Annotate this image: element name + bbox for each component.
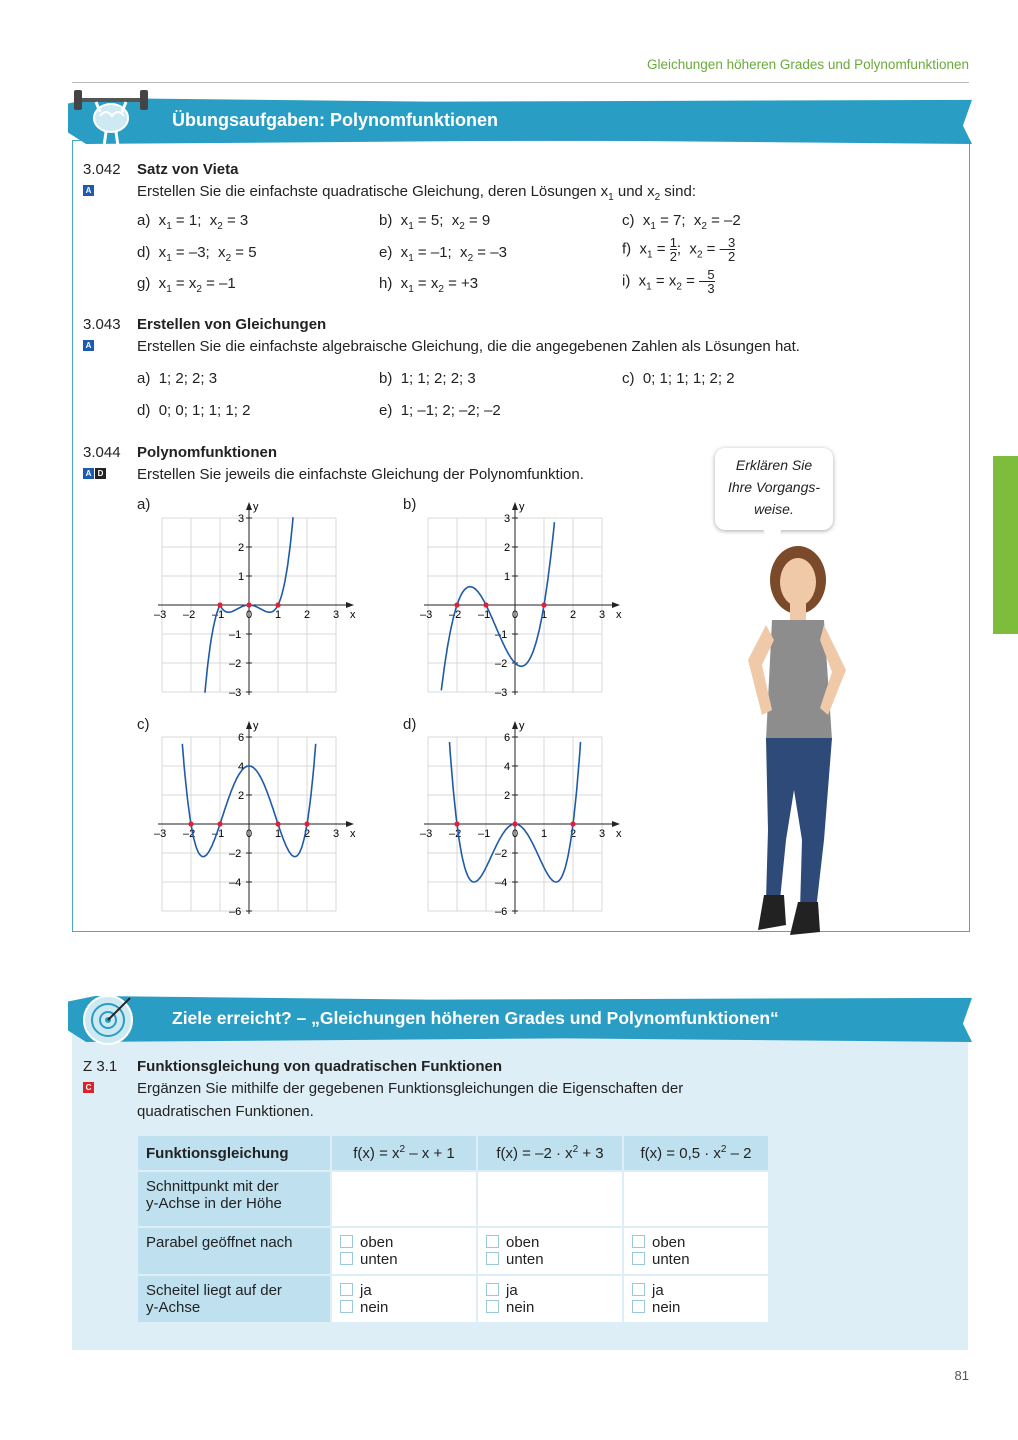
y-axis-label: y (519, 720, 525, 732)
table-header-row (138, 1136, 768, 1170)
root-point (454, 602, 459, 607)
exercise-number: 3.044 (83, 444, 121, 461)
y-tick-label: –2 (229, 848, 242, 860)
subtask-d: d) $x_1 = -3$; $x_2 = 5$ (137, 244, 257, 264)
answer-cell: oben unten (478, 1228, 622, 1274)
checkbox[interactable] (632, 1235, 645, 1248)
checkbox[interactable] (340, 1300, 353, 1313)
x-tick-label: –2 (449, 609, 462, 621)
checkbox[interactable] (340, 1252, 353, 1265)
badge-a: A (83, 185, 94, 196)
running-header: Gleichungen höheren Grades und Polynomfunktionen (647, 57, 969, 72)
y-axis-arrow (512, 721, 518, 729)
x-axis-arrow (346, 821, 354, 827)
x-tick-label: 3 (599, 609, 606, 621)
subtask-d: d) 0; 0; 1; 1; 1; 2 (137, 402, 251, 419)
y-tick-label: 6 (238, 732, 245, 744)
x-tick-label: 2 (570, 609, 577, 621)
subtask-f: f) $x_1$ = $\frac{1}{2}$ ; $x_2$ = – $\frac{3}{2}$ (622, 235, 736, 264)
graph-label-a: a) (137, 496, 151, 513)
badge-a: A (83, 468, 94, 479)
root-point (304, 821, 309, 826)
answer-cell[interactable] (478, 1172, 622, 1226)
y-tick-label: 4 (238, 761, 245, 773)
x-axis-arrow (346, 602, 354, 608)
x-tick-label: –3 (154, 609, 167, 621)
answer-cell: ja nein (478, 1276, 622, 1322)
checkbox[interactable] (486, 1300, 499, 1313)
speech-bubble: Erklären Sie Ihre Vorgangs- weise. (715, 448, 833, 530)
x-axis-label: x (350, 609, 356, 621)
y-tick-label: –3 (495, 687, 508, 699)
subtask-e: e) 1; –1; 2; –2; –2 (379, 402, 501, 419)
y-tick-label: –1 (229, 629, 242, 641)
column-header: $f(x) = -2 \cdot x^2 + 3$ (478, 1136, 622, 1170)
x-tick-label: –1 (212, 828, 225, 840)
polynomial-graph-b (420, 495, 631, 699)
x-tick-label: 3 (333, 828, 340, 840)
x-tick-label: –2 (183, 828, 196, 840)
y-axis-label: y (519, 501, 525, 513)
y-axis-label: y (253, 501, 259, 513)
exercise-number: 3.043 (83, 316, 121, 333)
answer-cell: ja nein (332, 1276, 476, 1322)
x-axis-arrow (612, 602, 620, 608)
checkbox[interactable] (486, 1283, 499, 1296)
y-axis-arrow (512, 502, 518, 510)
x-tick-label: –1 (478, 609, 491, 621)
exercise-title: Satz von Vieta (137, 161, 239, 178)
y-axis-arrow (246, 721, 252, 729)
checkbox[interactable] (632, 1252, 645, 1265)
y-tick-label: 1 (504, 571, 511, 583)
y-tick-label: 1 (238, 571, 245, 583)
subtask-g: g) $x_1 = x_2 = -1$ (137, 275, 236, 295)
x-tick-label: 1 (541, 609, 548, 621)
y-tick-label: –6 (229, 906, 242, 918)
x-tick-label: –1 (478, 828, 491, 840)
exercise-text: Erstellen Sie jeweils die einfachste Gleichung der Polynomfunktion. (137, 466, 584, 483)
subtask-b: b) $x_1 = 5$; $x_2 = 9$ (379, 212, 491, 232)
y-tick-label: 2 (238, 790, 245, 802)
subtask-a: a) 1; 2; 2; 3 (137, 370, 218, 387)
y-tick-label: 2 (504, 542, 511, 554)
polynomial-graph-c (154, 714, 365, 918)
exercise-title: Funktionsgleichung von quadratischen Funktionen (137, 1058, 503, 1075)
checkbox[interactable] (632, 1283, 645, 1296)
exercise-number: 3.042 (83, 161, 121, 178)
x-axis-label: x (616, 609, 622, 621)
target-icon (80, 992, 136, 1048)
x-tick-label: 3 (333, 609, 340, 621)
x-tick-label: –2 (183, 609, 196, 621)
subtask-h: h) $x_1 = x_2 = +3$ (379, 275, 479, 295)
checkbox[interactable] (486, 1252, 499, 1265)
root-point (188, 821, 193, 826)
difficulty-badges (83, 180, 95, 198)
checkbox[interactable] (632, 1300, 645, 1313)
column-header: $f(x) = x^2 - x + 1$ (332, 1136, 476, 1170)
graph-label-c: c) (137, 716, 150, 733)
y-tick-label: 3 (238, 513, 245, 525)
column-header: $f(x) = 0,5 \cdot x^2 - 2$ (624, 1136, 768, 1170)
table-row (138, 1228, 768, 1274)
chapter-tab (993, 456, 1018, 634)
y-tick-label: –6 (495, 906, 508, 918)
graph-label-d: d) (403, 716, 417, 733)
y-tick-label: –2 (229, 658, 242, 670)
x-tick-label: 1 (541, 828, 548, 840)
y-axis-arrow (246, 502, 252, 510)
exercise-text-line1: Ergänzen Sie mithilfe der gegebenen Funktionsgleichungen die Eigenschaften der (137, 1080, 684, 1097)
exercise-text-line2: quadratischen Funktionen. (137, 1103, 314, 1120)
subtask-i: i) $x_1 = x_2$ = – $\frac{5}{3}$ (622, 267, 715, 296)
section-title: Übungsaufgaben: Polynomfunktionen (172, 110, 498, 130)
root-point (512, 821, 517, 826)
root-point (454, 821, 459, 826)
answer-cell: ja nein (624, 1276, 768, 1322)
subtask-e: e) $x_1 = -1$; $x_2 = -3$ (379, 244, 507, 264)
x-axis-label: x (616, 828, 622, 840)
x-tick-label: 0 (246, 609, 253, 621)
answer-cell[interactable] (332, 1172, 476, 1226)
difficulty-badges (83, 463, 107, 481)
y-tick-label: 6 (504, 732, 511, 744)
subtask-c: c) $x_1 = 7$; $x_2 = -2$ (622, 212, 741, 232)
root-point (217, 821, 222, 826)
row-header: Schnittpunkt mit der y-Achse in der Höhe (138, 1172, 330, 1226)
table-row (138, 1276, 768, 1322)
subtask-b: b) 1; 1; 2; 2; 3 (379, 370, 476, 387)
y-tick-label: –2 (495, 658, 508, 670)
exercise-number: Z 3.1 (83, 1058, 118, 1075)
root-point (275, 602, 280, 607)
x-tick-label: 1 (275, 609, 282, 621)
y-tick-label: –4 (229, 877, 242, 889)
x-tick-label: 2 (304, 828, 311, 840)
x-tick-label: 3 (599, 828, 606, 840)
x-tick-label: –3 (420, 609, 433, 621)
row-header: Scheitel liegt auf der y-Achse (138, 1276, 330, 1322)
x-tick-label: 0 (512, 609, 519, 621)
student-illustration (728, 540, 868, 940)
y-tick-label: 3 (504, 513, 511, 525)
y-tick-label: 2 (504, 790, 511, 802)
difficulty-badges (83, 335, 95, 353)
column-header: Funktionsgleichung (138, 1136, 330, 1170)
y-tick-label: –4 (495, 877, 508, 889)
root-point (275, 821, 280, 826)
x-tick-label: 0 (512, 828, 519, 840)
section-title: Ziele erreicht? – „Gleichungen höheren Grades und Polynomfunktionen“ (172, 1008, 779, 1028)
x-tick-label: –3 (154, 828, 167, 840)
root-point (483, 602, 488, 607)
exercise-title: Polynomfunktionen (137, 444, 277, 461)
exercise-text: Erstellen Sie die einfachste algebraische Gleichung, die die angegebenen Zahlen als Lösungen hat. (137, 338, 800, 355)
subtask-c: c) 0; 1; 1; 1; 2; 2 (622, 370, 735, 387)
y-tick-label: –1 (495, 629, 508, 641)
checkbox[interactable] (486, 1235, 499, 1248)
y-tick-label: 2 (238, 542, 245, 554)
badge-c: C (83, 1082, 94, 1093)
root-point (246, 602, 251, 607)
checkbox[interactable] (340, 1235, 353, 1248)
polynomial-graph-d (420, 714, 631, 918)
x-tick-label: –1 (212, 609, 225, 621)
badge-d: D (95, 468, 106, 479)
x-tick-label: 2 (304, 609, 311, 621)
root-point (570, 821, 575, 826)
checkbox[interactable] (340, 1283, 353, 1296)
header-rule (72, 82, 969, 83)
answer-cell[interactable] (624, 1172, 768, 1226)
brain-weightlifter-icon (74, 88, 148, 152)
y-tick-label: –2 (495, 848, 508, 860)
x-axis-label: x (350, 828, 356, 840)
x-axis-arrow (612, 821, 620, 827)
x-tick-label: 1 (275, 828, 282, 840)
y-axis-label: y (253, 720, 259, 732)
answer-cell: oben unten (332, 1228, 476, 1274)
difficulty-badges (83, 1077, 95, 1095)
row-header: Parabel geöffnet nach (138, 1228, 330, 1274)
y-tick-label: 4 (504, 761, 511, 773)
root-point (541, 602, 546, 607)
table-row (138, 1172, 768, 1226)
x-tick-label: –2 (449, 828, 462, 840)
x-tick-label: 2 (570, 828, 577, 840)
properties-table (136, 1134, 770, 1324)
badge-a: A (83, 340, 94, 351)
polynomial-graph-a (154, 495, 365, 699)
exercise-text: Erstellen Sie die einfachste quadratische Gleichung, deren Lösungen $x_1$ und $x_2$ sind: (137, 183, 696, 203)
answer-cell: oben unten (624, 1228, 768, 1274)
root-point (217, 602, 222, 607)
subtask-a: a) $x_1 = 1$; $x_2 = 3$ (137, 212, 249, 232)
x-tick-label: 0 (246, 828, 253, 840)
page-number: 81 (954, 1368, 969, 1383)
exercise-title: Erstellen von Gleichungen (137, 316, 327, 333)
y-tick-label: –3 (229, 687, 242, 699)
graph-label-b: b) (403, 496, 417, 513)
x-tick-label: –3 (420, 828, 433, 840)
